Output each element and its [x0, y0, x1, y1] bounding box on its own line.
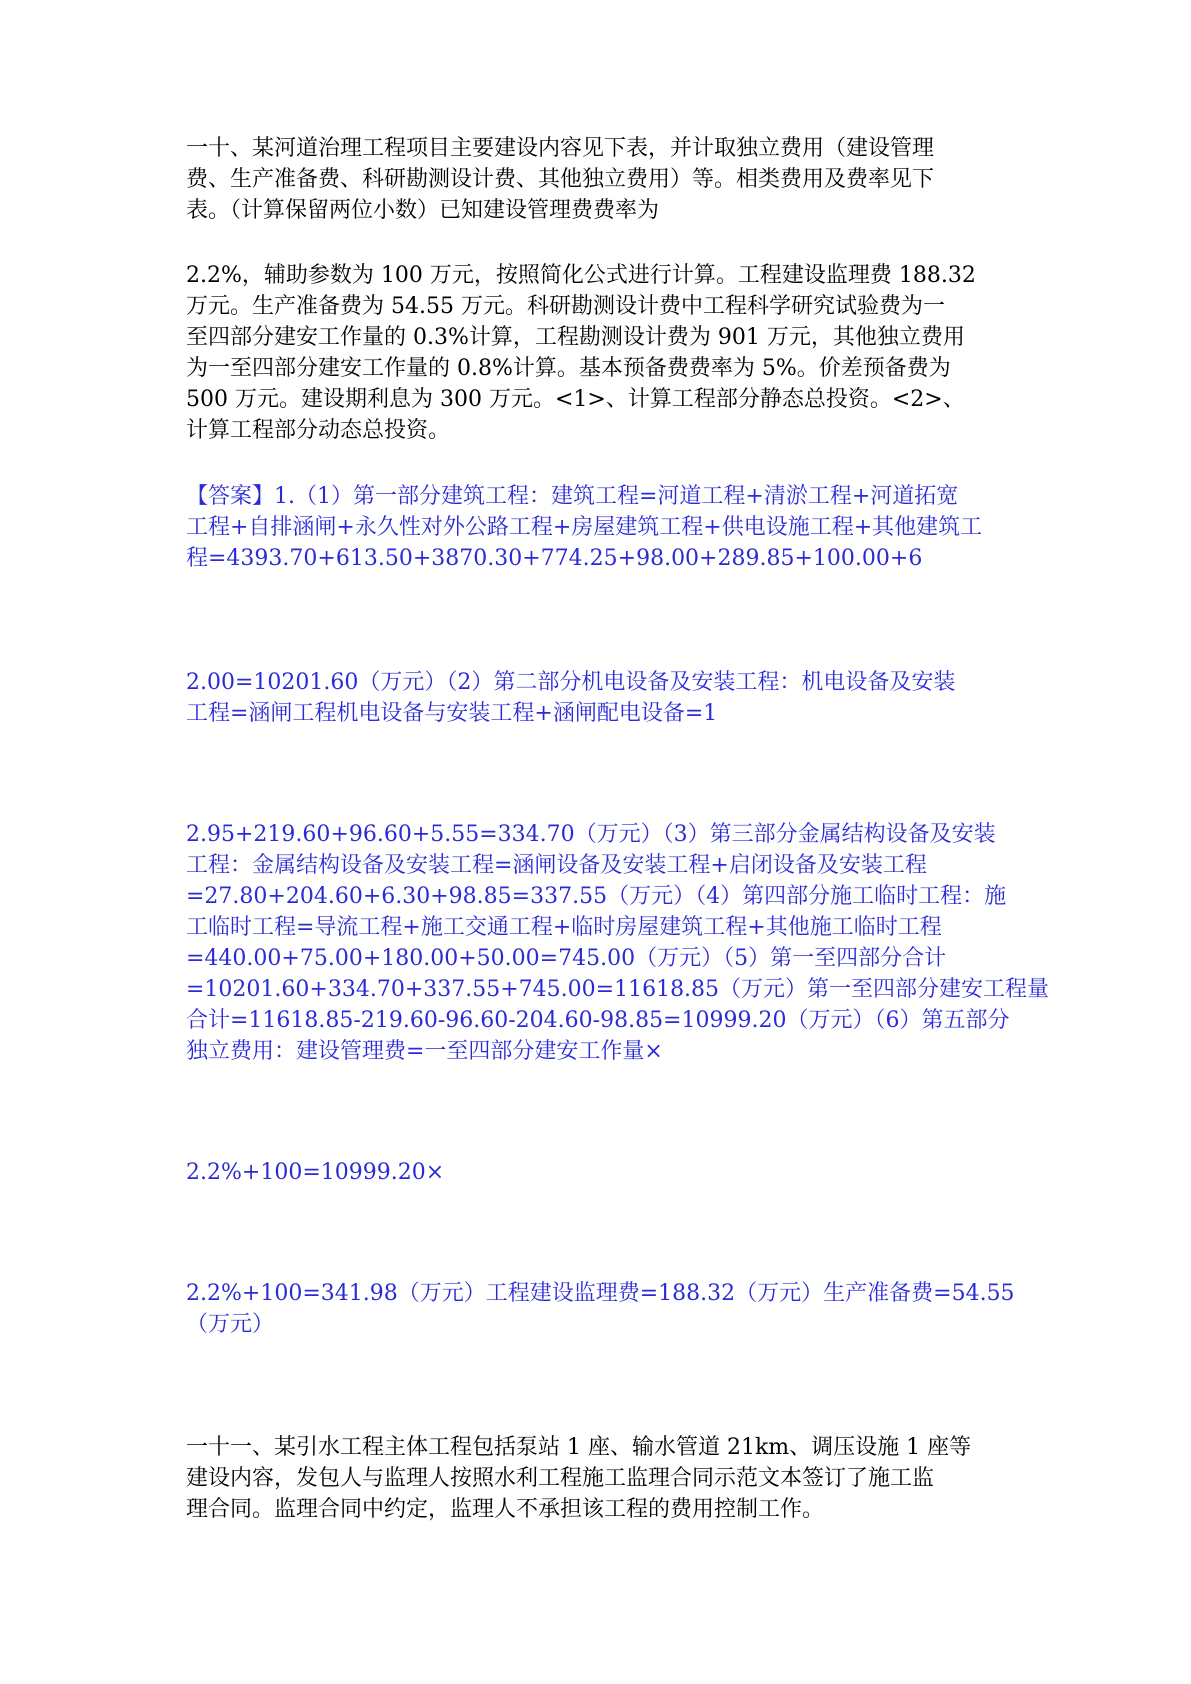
question10-detail-line: 为一至四部分建安工作量的 0.8%计算。基本预备费费率为 5%。价差预备费为 — [186, 356, 951, 381]
question10-detail-line: 至四部分建安工作量的 0.3%计算，工程勘测设计费为 901 万元，其他独立费用 — [186, 325, 965, 350]
answer-line: 【答案】1.（1）第一部分建筑工程：建筑工程=河道工程+清淤工程+河道拓宽 — [186, 484, 959, 509]
answer-line: 工程=涵闸工程机电设备与安装工程+涵闸配电设备=1 — [186, 701, 718, 726]
question11-line: 理合同。监理合同中约定，监理人不承担该工程的费用控制工作。 — [186, 1497, 825, 1522]
question10-intro-line: 表。（计算保留两位小数）已知建设管理费费率为 — [186, 198, 660, 223]
question10-detail-line: 500 万元。建设期利息为 300 万元。<1>、计算工程部分静态总投资。<2>、 — [186, 387, 965, 412]
answer-line: （万元） — [186, 1312, 275, 1337]
question10-detail-line: 计算工程部分动态总投资。 — [186, 418, 451, 443]
question10-intro-line: 一十、某河道治理工程项目主要建设内容见下表，并计取独立费用（建设管理 — [186, 136, 935, 161]
answer-line: 2.95+219.60+96.60+5.55=334.70（万元）（3）第三部分金属结构设备及安装 — [186, 822, 996, 847]
answer-line: 2.2%+100=10999.20× — [186, 1160, 445, 1185]
answer-line: 2.00=10201.60（万元）（2）第二部分机电设备及安装工程：机电设备及安装 — [186, 670, 956, 695]
answer-line: 程=4393.70+613.50+3870.30+774.25+98.00+289.85+100.00+6 — [186, 546, 923, 571]
question11-line: 一十一、某引水工程主体工程包括泵站 1 座、输水管道 21km、调压设施 1 座等 — [186, 1435, 972, 1460]
answer-line: 工程：金属结构设备及安装工程=涵闸设备及安装工程+启闭设备及安装工程 — [186, 853, 927, 878]
answer-line: =27.80+204.60+6.30+98.85=337.55（万元）（4）第四部分施工临时工程：施 — [186, 884, 1007, 909]
question10-detail-line: 2.2%，辅助参数为 100 万元，按照简化公式进行计算。工程建设监理费 188.32 — [186, 263, 976, 288]
answer-line: =10201.60+334.70+337.55+745.00=11618.85（万元）第一至四部分建安工程量 — [186, 977, 1050, 1002]
answer-line: 工临时工程=导流工程+施工交通工程+临时房屋建筑工程+其他施工临时工程 — [186, 915, 942, 940]
answer-line: 工程+自排涵闸+永久性对外公路工程+房屋建筑工程+供电设施工程+其他建筑工 — [186, 515, 983, 540]
answer-line: =440.00+75.00+180.00+50.00=745.00（万元）（5）第一至四部分合计 — [186, 946, 947, 971]
answer-line: 2.2%+100=341.98（万元）工程建设监理费=188.32（万元）生产准备费=54.55 — [186, 1281, 1015, 1306]
answer-line: 合计=11618.85-219.60-96.60-204.60-98.85=10999.20（万元）（6）第五部分 — [186, 1008, 1010, 1033]
answer-line: 独立费用：建设管理费=一至四部分建安工作量× — [186, 1039, 663, 1064]
question11-line: 建设内容，发包人与监理人按照水利工程施工监理合同示范文本签订了施工监 — [186, 1466, 935, 1491]
question10-detail-line: 万元。生产准备费为 54.55 万元。科研勘测设计费中工程科学研究试验费为一 — [186, 294, 945, 319]
question10-intro-line: 费、生产准备费、科研勘测设计费、其他独立费用）等。相类费用及费率见下 — [186, 167, 935, 192]
